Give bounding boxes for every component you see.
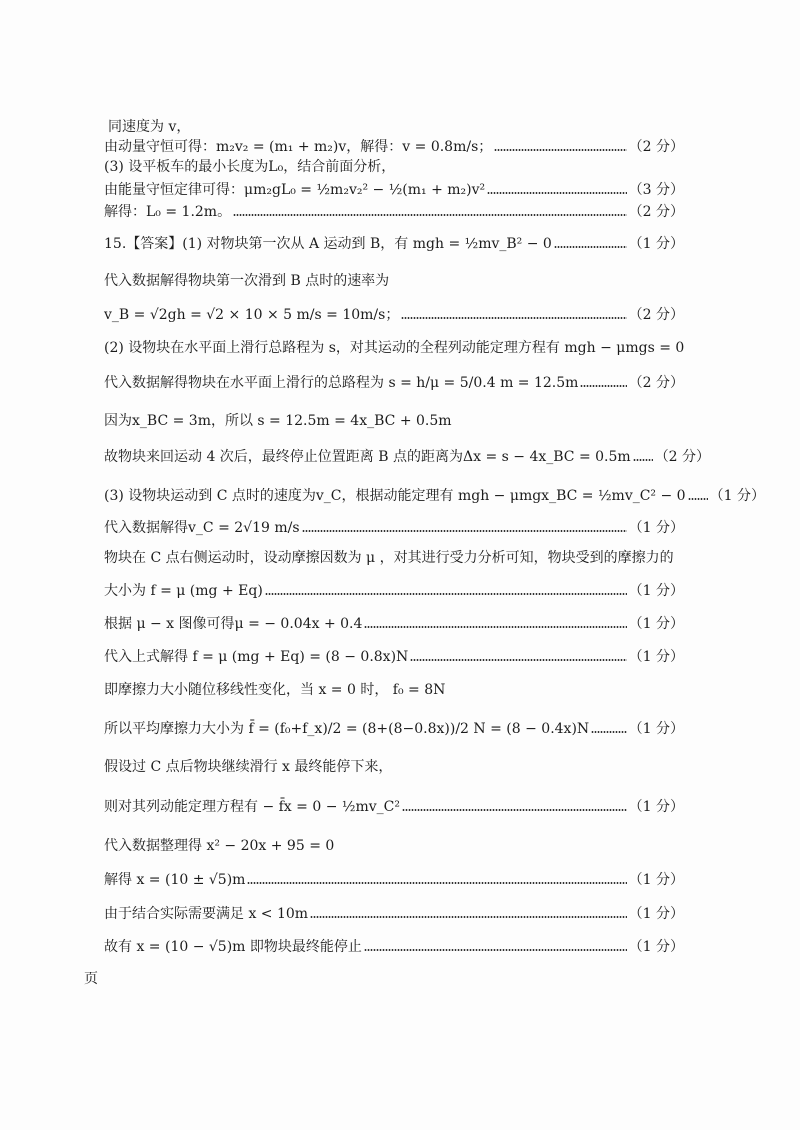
text-line: 故物块来回运动 4 次后，最终停止位置距离 B 点的距离为Δx = s − 4x_BC = 0.5m （2 分） — [104, 449, 711, 465]
leader-dots — [233, 213, 627, 217]
text-line: 因为x_BC = 3m，所以 s = 12.5m = 4x_BC + 0.5m — [104, 413, 452, 429]
leader-dots — [494, 148, 626, 152]
leader-dots — [633, 458, 653, 462]
score-label: （3 分） — [628, 182, 684, 198]
leader-dots — [688, 497, 708, 501]
leader-dots — [554, 245, 627, 249]
score-label: （1 分） — [628, 721, 684, 737]
score-label: （1 分） — [628, 520, 684, 536]
text-line: 故有 x = (10 − √5)m 即物块最终能停止 （1 分） — [104, 939, 684, 955]
score-label: （2 分） — [628, 139, 684, 155]
text-line: v_B = √2gh = √2 × 10 × 5 m/s = 10m/s； （2 分） — [104, 307, 684, 323]
text-line: 即摩擦力大小随位移线性变化，当 x = 0 时， f₀ = 8N — [104, 682, 446, 698]
leader-dots — [364, 948, 627, 952]
text-line: 由能量守恒定律可得：μm₂gL₀ = ½m₂v₂² − ½(m₁ + m₂)v² （3 分） — [104, 182, 684, 198]
leader-dots — [410, 658, 626, 662]
leader-dots — [401, 316, 626, 320]
text-line: 15.【答案】(1) 对物块第一次从 A 运动到 B，有 mgh = ½mv_B² − 0 （1 分） — [104, 236, 684, 252]
text-line: 根据 μ − x 图像可得μ = − 0.04x + 0.4 （1 分） — [104, 616, 684, 632]
score-label: （2 分） — [628, 307, 684, 323]
leader-dots — [487, 191, 627, 195]
score-label: （1 分） — [628, 799, 684, 815]
leader-dots — [580, 384, 626, 388]
text-line: 则对其列动能定理方程有 − f̄x = 0 − ½mv_C² （1 分） — [104, 799, 684, 815]
score-label: （1 分） — [628, 583, 684, 599]
text-line: 假设过 C 点后物块继续滑行 x 最终能停下来， — [104, 759, 393, 775]
text-line: 同速度为 v， — [108, 119, 191, 135]
text-line: 解得 x = (10 ± √5)m （1 分） — [104, 872, 684, 888]
text-line: (3) 设物块运动到 C 点时的速度为v_C，根据动能定理有 mgh − μmgx_BC = ½mv_C² − 0 （1 分） — [104, 488, 765, 504]
text-line: 由于结合实际需要满足 x < 10m （1 分） — [104, 906, 684, 922]
text-line: 大小为 f = μ (mg + Eq) （1 分） — [104, 583, 684, 599]
score-label: （1 分） — [709, 488, 765, 504]
score-label: （2 分） — [654, 449, 711, 465]
text-line: 代入数据整理得 x² − 20x + 95 = 0 — [104, 838, 335, 854]
leader-dots — [265, 592, 627, 596]
score-label: （1 分） — [628, 939, 684, 955]
leader-dots — [310, 915, 627, 919]
score-label: （1 分） — [628, 616, 684, 632]
leader-dots — [591, 730, 626, 734]
leader-dots — [247, 881, 626, 885]
text-line: 解得：L₀ = 1.2m。 （2 分） — [104, 204, 684, 220]
score-label: （2 分） — [628, 375, 684, 391]
text-line: 代入数据解得物块第一次滑到 B 点时的速率为 — [104, 273, 390, 289]
score-label: （1 分） — [628, 906, 684, 922]
leader-dots — [364, 625, 626, 629]
text-line: (3) 设平板车的最小长度为L₀，结合前面分析， — [104, 159, 396, 175]
text-line: 所以平均摩擦力大小为 f̄ = (f₀+f_x)/2 = (8+(8−0.8x))/2 N = (8 − 0.4x)N （1 分） — [104, 721, 684, 737]
text-line: 由动量守恒可得：m₂v₂ = (m₁ + m₂)v，解得：v = 0.8m/s； （2 分） — [104, 139, 684, 155]
score-label: （2 分） — [628, 204, 684, 220]
text-line: 代入上式解得 f = μ (mg + Eq) = (8 − 0.8x)N （1 分） — [104, 649, 684, 665]
text-line: 物块在 C 点右侧运动时，设动摩擦因数为 μ ，对其进行受力分析可知，物块受到的摩擦力的 — [104, 550, 674, 566]
leader-dots — [302, 529, 627, 533]
text-line: (2) 设物块在水平面上滑行总路程为 s，对其运动的全程列动能定理方程有 mgh − μmgs = 0 — [104, 340, 685, 356]
text-line: 代入数据解得v_C = 2√19 m/s （1 分） — [104, 520, 684, 536]
score-label: （1 分） — [628, 872, 684, 888]
score-label: （1 分） — [628, 649, 684, 665]
score-label: （1 分） — [628, 236, 684, 252]
text-line: 代入数据解得物块在水平面上滑行的总路程为 s = h/μ = 5/0.4 m = 12.5m （2 分） — [104, 375, 684, 391]
leader-dots — [402, 808, 627, 812]
page-footer: 页 — [84, 971, 98, 987]
